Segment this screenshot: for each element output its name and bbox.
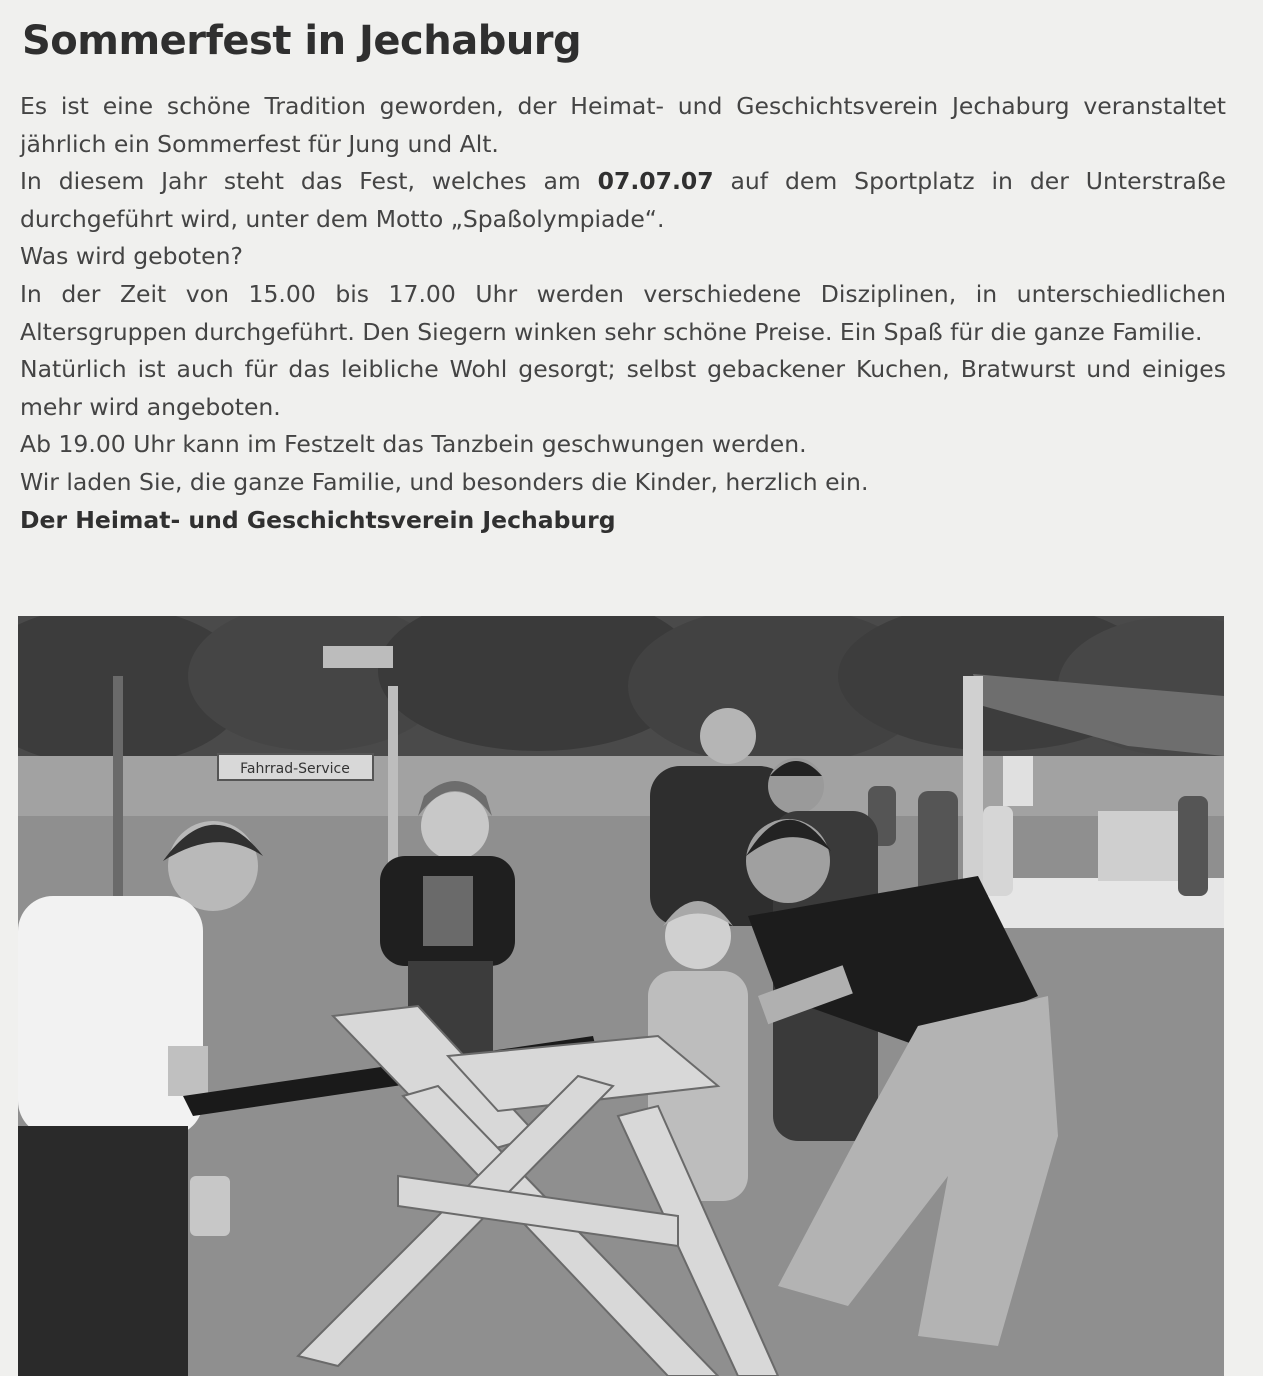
paragraph-date [20, 163, 1226, 238]
event-photo [18, 616, 1224, 1376]
paragraph-intro: Es ist eine schöne Tradition geworden, der Heimat- und Geschichtsverein Jechaburg veranstaltet jährlich ein Sommerfest für Jung und Alt. [20, 92, 1226, 158]
date-text-before: In diesem Jahr steht das Fest, welches am [20, 167, 598, 196]
event-date: 07.07.07 [597, 167, 714, 196]
sponsor-banner [218, 754, 373, 780]
paragraph-program: In der Zeit von 15.00 bis 17.00 Uhr werden verschiedene Disziplinen, in unterschiedlichen Altersgruppen durchgeführt. Den Siegern winken sehr schöne Preise. Ein Spaß für die ganze Familie. [20, 279, 1226, 346]
wood-stump [190, 1176, 230, 1236]
article-body [20, 88, 1226, 539]
paragraph-dance: Ab 19.00 Uhr kann im Festzelt das Tanzbein geschwungen werden. [20, 430, 807, 459]
article-signature: Der Heimat- und Geschichtsverein Jechaburg [20, 505, 616, 534]
paragraph-question: Was wird geboten? [20, 242, 243, 271]
date-text-after: auf dem Sportplatz in der Unterstraße durchgeführt wird, unter dem Motto „Spaßolympiade“. [20, 167, 1227, 233]
paragraph-invitation: Wir laden Sie, die ganze Familie, und besonders die Kinder, herzlich ein. [20, 467, 869, 496]
article-headline: Sommerfest in Jechaburg [22, 18, 582, 64]
paragraph-catering: Natürlich ist auch für das leibliche Wohl gesorgt; selbst gebackener Kuchen, Bratwurst und einiges mehr wird angeboten. [20, 355, 1226, 421]
banner-text: Fahrrad-Service [240, 761, 350, 777]
